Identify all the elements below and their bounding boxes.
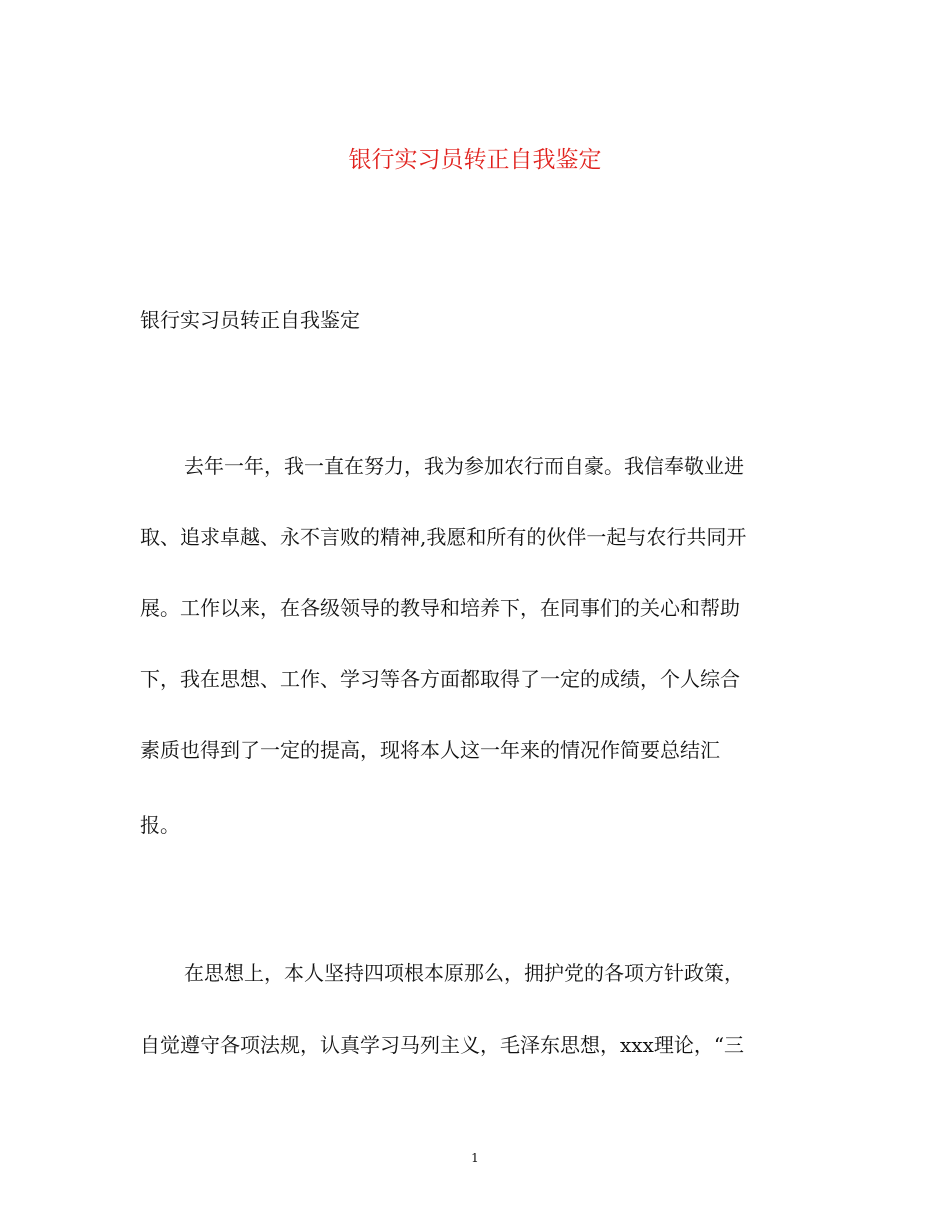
paragraph-line: 自觉遵守各项法规，认真学习马列主义，毛泽东思想，xxx理论，“三: [140, 1033, 745, 1057]
paragraph-line: 取、追求卓越、永不言败的精神,我愿和所有的伙伴一起与农行共同开: [140, 525, 747, 549]
paragraph-line: 在思想上，本人坚持四项根本原那么，拥护党的各项方针政策，: [184, 961, 744, 985]
page-number: 1: [471, 1151, 479, 1165]
paragraph-line: 去年一年，我一直在努力，我为参加农行而自豪。我信奉敬业进: [184, 454, 744, 478]
paragraph-line: 下，我在思想、工作、学习等各方面都取得了一定的成绩，个人综合: [140, 667, 740, 691]
document-title: 银行实习员转正自我鉴定: [348, 147, 602, 173]
paragraph-line: 素质也得到了一定的提高，现将本人这一年来的情况作简要总结汇: [140, 738, 720, 762]
paragraph-line: 报。: [140, 813, 180, 837]
document-subtitle: 银行实习员转正自我鉴定: [140, 308, 360, 332]
paragraph-line: 展。工作以来，在各级领导的教导和培养下，在同事们的关心和帮助: [140, 596, 740, 620]
